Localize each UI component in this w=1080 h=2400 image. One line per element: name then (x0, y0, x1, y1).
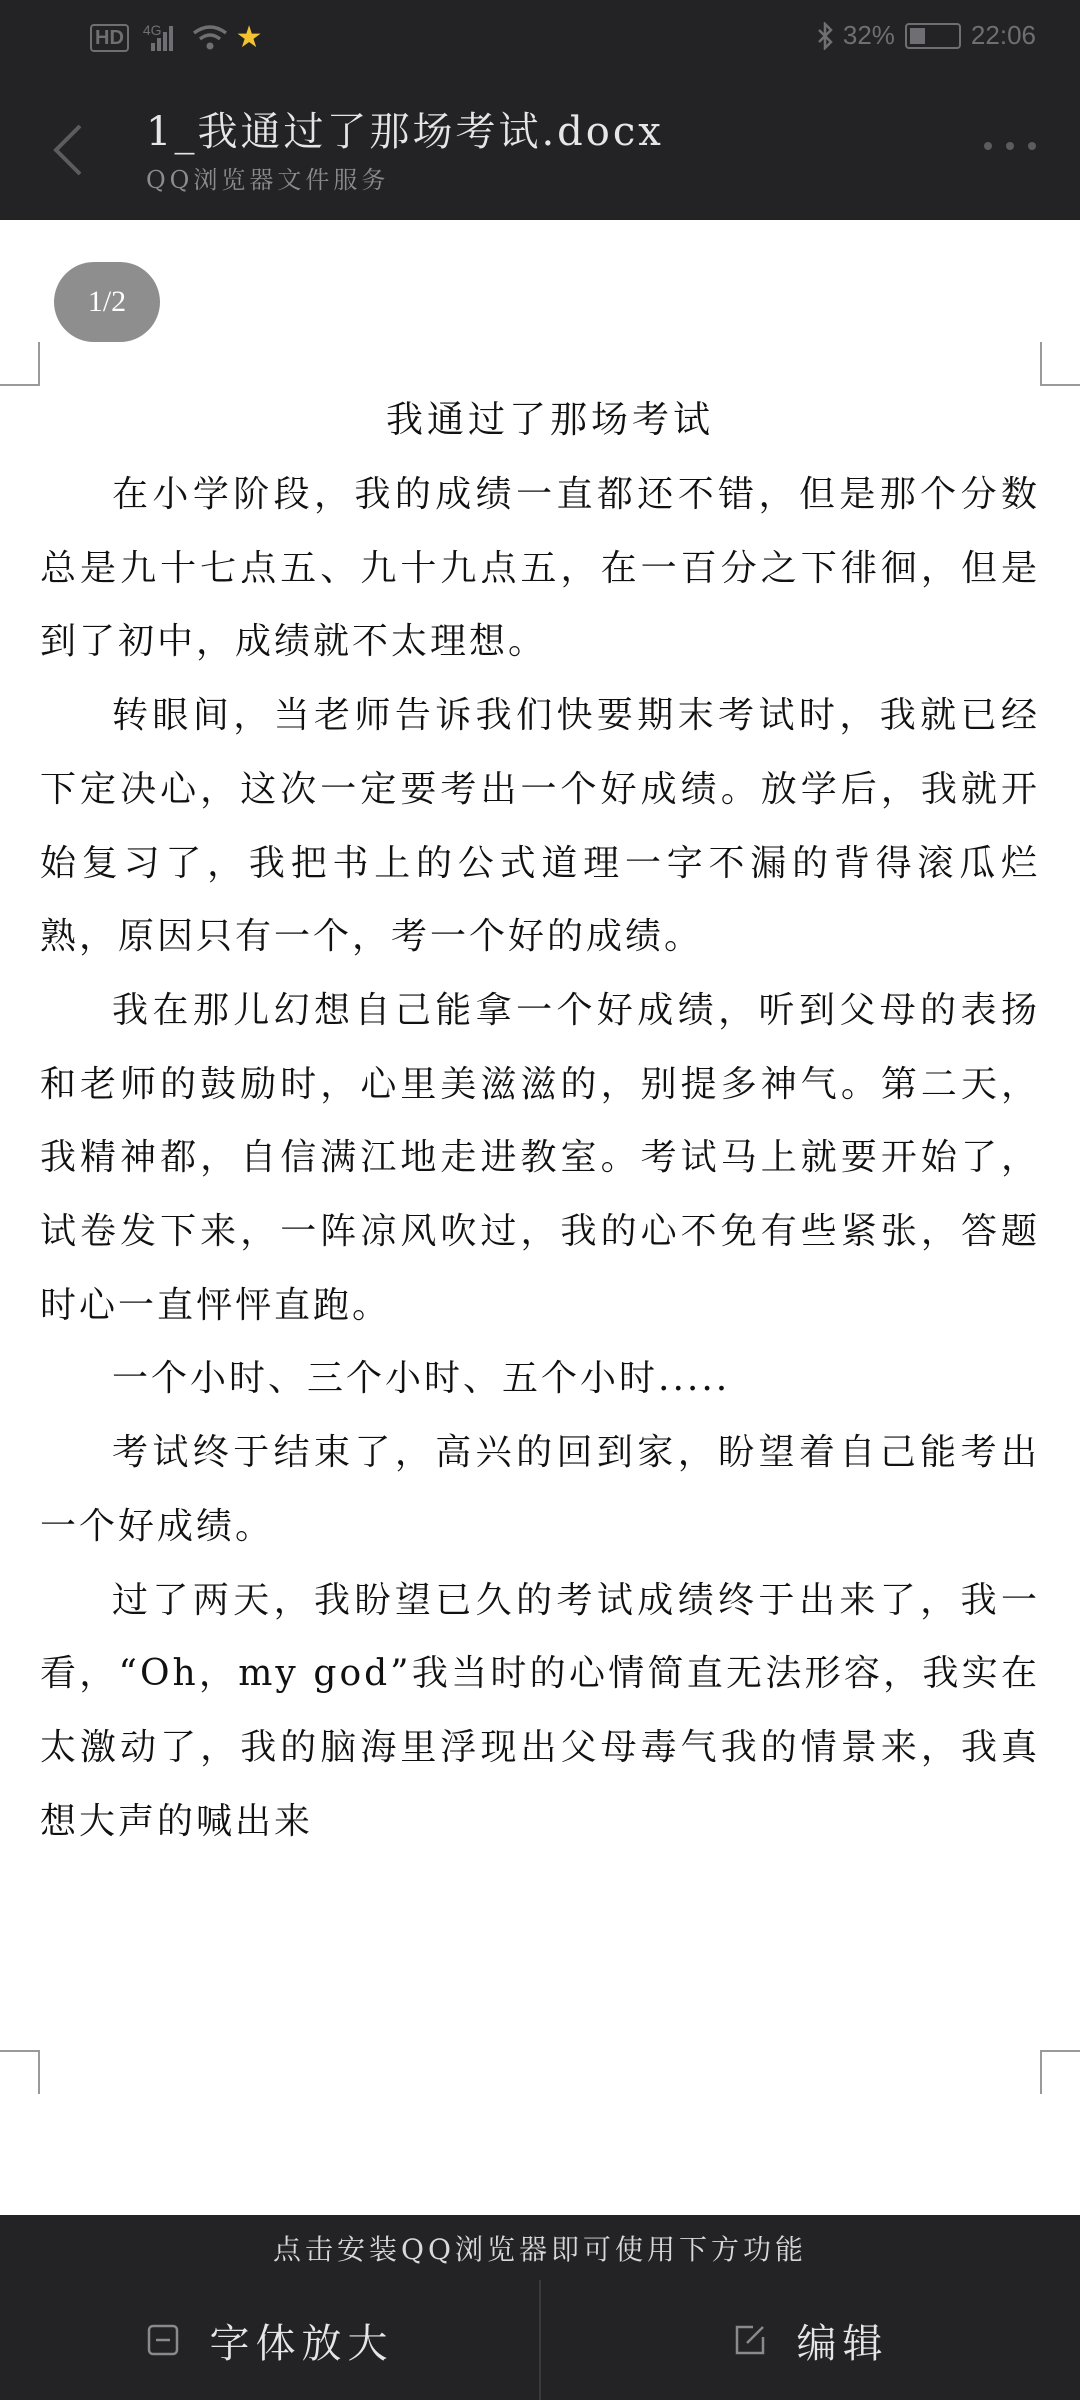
status-right (817, 20, 1036, 51)
paragraph: 转眼间，当老师告诉我们快要期末考试时，我就已经下定决心，这次一定要考出一个好成绩。放学后，我就开始复习了，我把书上的公式道理一字不漏的背得滚瓜烂熟，原因只有一个，考一个好的成绩。 (40, 695, 1040, 958)
wifi-icon (192, 24, 228, 52)
document-content (40, 382, 1040, 1858)
page-indicator: 1/2 (54, 262, 160, 342)
document-subtitle: QQ浏览器文件服务 (146, 166, 390, 194)
clock: 22:06 (970, 20, 1036, 50)
edit-label: 编辑 (796, 2320, 889, 2367)
document-page[interactable] (0, 220, 1080, 2215)
crop-mark-bottom-left (0, 2050, 40, 2094)
enlarge-font-button[interactable] (0, 2280, 539, 2400)
paragraph: 考试终于结束了，高兴的回到家，盼望着自己能考出一个好成绩。 (40, 1432, 1040, 1547)
battery-percent: 32% (842, 20, 895, 50)
font-size-icon (146, 2323, 180, 2357)
crop-mark-top-right (1040, 342, 1080, 386)
app-bar (0, 78, 1080, 220)
paragraph: 过了两天，我盼望已久的考试成绩终于出来了，我一看，“Oh，my god”我当时的心情简直无法形容，我实在太激动了，我的脑海里浮现出父母毒气我的情景来，我真想大声的喊出来 (40, 1579, 1040, 1842)
paragraph: 我在那儿幻想自己能拿一个好成绩，听到父母的表扬和老师的鼓励时，心里美滋滋的，别提多神气。第二天，我精神都，自信满江地走进教室。考试马上就要开始了，试卷发下来，一阵凉风吹过，我的心不免有些紧张，答题时心一直怦怦直跑。 (40, 989, 1040, 1326)
document-title: 1_我通过了那场考试.docx (146, 109, 664, 155)
edit-icon (733, 2323, 767, 2357)
bluetooth-icon (817, 22, 833, 50)
battery-fill (910, 28, 925, 44)
crop-mark-bottom-right (1040, 2050, 1080, 2094)
network-type: 4G (142, 21, 162, 38)
hd-badge: HD (90, 24, 129, 52)
battery-icon (905, 23, 961, 49)
essay-title: 我通过了那场考试 (386, 398, 714, 441)
paragraph: 在小学阶段，我的成绩一直都还不错，但是那个分数总是九十七点五、九十九点五，在一百分之下徘徊，但是到了初中，成绩就不太理想。 (40, 474, 1040, 663)
install-prompt[interactable]: 点击安装QQ浏览器即可使用下方功能 (0, 2215, 1080, 2280)
bottom-toolbar (0, 2280, 1080, 2400)
star-icon: ★ (235, 21, 263, 54)
crop-mark-top-left (0, 342, 40, 386)
more-options-icon[interactable] (980, 136, 1040, 156)
enlarge-font-label: 字体放大 (209, 2320, 394, 2367)
status-left (90, 20, 262, 55)
edit-button[interactable] (539, 2280, 1080, 2400)
back-arrow-icon[interactable] (48, 120, 88, 180)
status-bar (0, 0, 1080, 78)
paragraph: 一个小时、三个小时、五个小时..... (112, 1358, 731, 1400)
